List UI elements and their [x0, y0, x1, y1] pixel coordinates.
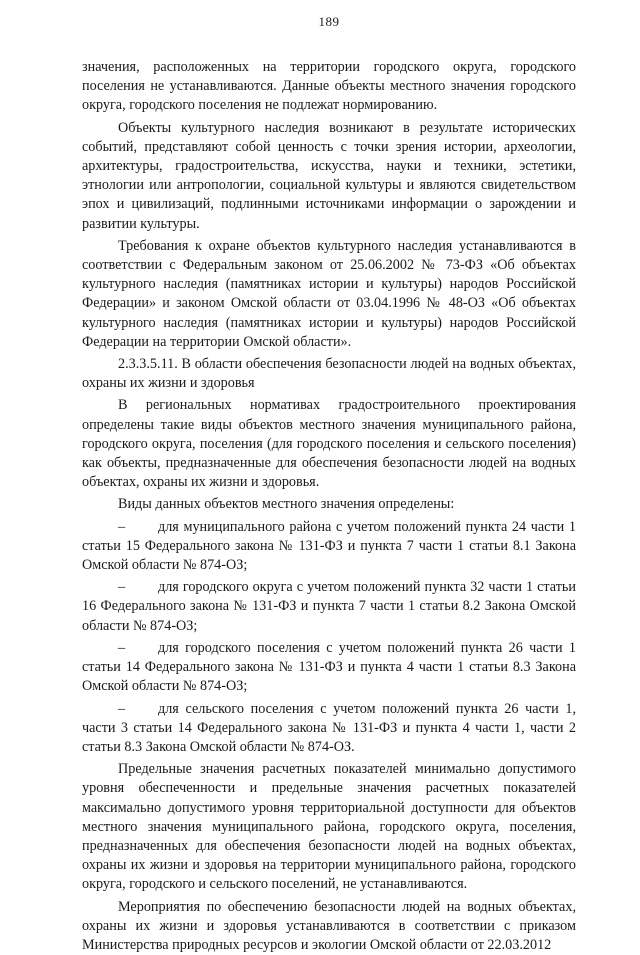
paragraph: В региональных нормативах градостроительного проектирования определены такие виды объектов местного значения муниципального района, городского округа, поселения (для городского поселения и сельского поселения) как объекты, предназначенные для обеспечения безопасности людей на водных объектах, охраны их жизни и здоровья.	[82, 397, 576, 491]
paragraph: значения, расположенных на территории городского округа, городского поселения не устанавливаются. Данные объекты местного значения городского округа, городского поселения не подлежат нормированию.	[82, 59, 576, 114]
page-number: 189	[318, 14, 340, 29]
section-heading: 2.3.3.5.11. В области обеспечения безопасности людей на водных объектах, охраны их жизни и здоровья	[82, 356, 576, 392]
document-body	[82, 58, 576, 955]
list-item-text: для городского поселения с учетом положений пункта 26 части 1 статьи 14 Федерального закона № 131-ФЗ и пункта 4 части 1 статьи 8.3 Закона Омской области № 874-ОЗ;	[82, 639, 576, 695]
list-item	[82, 518, 576, 576]
list-dash: –	[118, 579, 126, 596]
paragraph: Объекты культурного наследия возникают в результате исторических событий, представляют собой ценность с точки зрения истории, археологии, архитектуры, градостроительства, искусства, науки и техники, эстетики, этнологии или антропологии, социальной культуры и являются свидетельством эпох и цивилизаций, подлинными источниками информации о зарождении и развитии культуры.	[82, 119, 576, 232]
list-item-text: для муниципального района с учетом положений пункта 24 части 1 статьи 15 Федерального закона № 131-ФЗ и пункта 7 части 1 статьи 8.1 Закона Омской области № 874-ОЗ;	[82, 518, 576, 574]
list-dash: –	[118, 518, 126, 535]
list-intro: Виды данных объектов местного значения определены:	[118, 496, 455, 513]
paragraph: Мероприятия по обеспечению безопасности людей на водных объектах, охраны их жизни и здоровья устанавливаются в соответствии с приказом Министерства природных ресурсов и экологии Омской области от 22.03.2012	[82, 898, 576, 953]
list-item	[82, 639, 576, 697]
list-item-text: для сельского поселения с учетом положений пункта 26 части 1, части 3 статьи 14 Федерального закона № 131-ФЗ и пункта 4 части 1, части 2 статьи 8.3 Закона Омской области № 874-ОЗ.	[82, 700, 576, 755]
list-dash: –	[118, 639, 126, 656]
list-item	[82, 700, 576, 758]
list-dash: –	[118, 700, 126, 717]
list-item-text: для городского округа с учетом положений пункта 32 части 1 статьи 16 Федерального закона № 131-ФЗ и пункта 7 части 1 статьи 8.2 Закона Омской области № 874-ОЗ;	[82, 579, 576, 634]
list-item	[82, 578, 576, 636]
paragraph: Предельные значения расчетных показателей минимально допустимого уровня обеспеченности и предельные значения расчетных показателей максимально допустимого уровня территориальной доступности для объектов местного значения муниципального района, городского округа, поселения, предназначенных для обеспечения безопасности людей на водных объектах, охраны их жизни и здоровья на территории муниципального района, городского округа, городского и сельского поселений, не устанавливаются.	[82, 761, 576, 893]
paragraph: Требования к охране объектов культурного наследия устанавливаются в соответствии с Федеральным законом от 25.06.2002 № 73-ФЗ «Об объектах культурного наследия (памятниках истории и культуры) народов Российской Федерации» и законом Омской области от 03.04.1996 № 48-ОЗ «Об объектах культурного наследия (памятниках истории и культуры) народов Российской Федерации на территории Омской области».	[82, 237, 576, 350]
